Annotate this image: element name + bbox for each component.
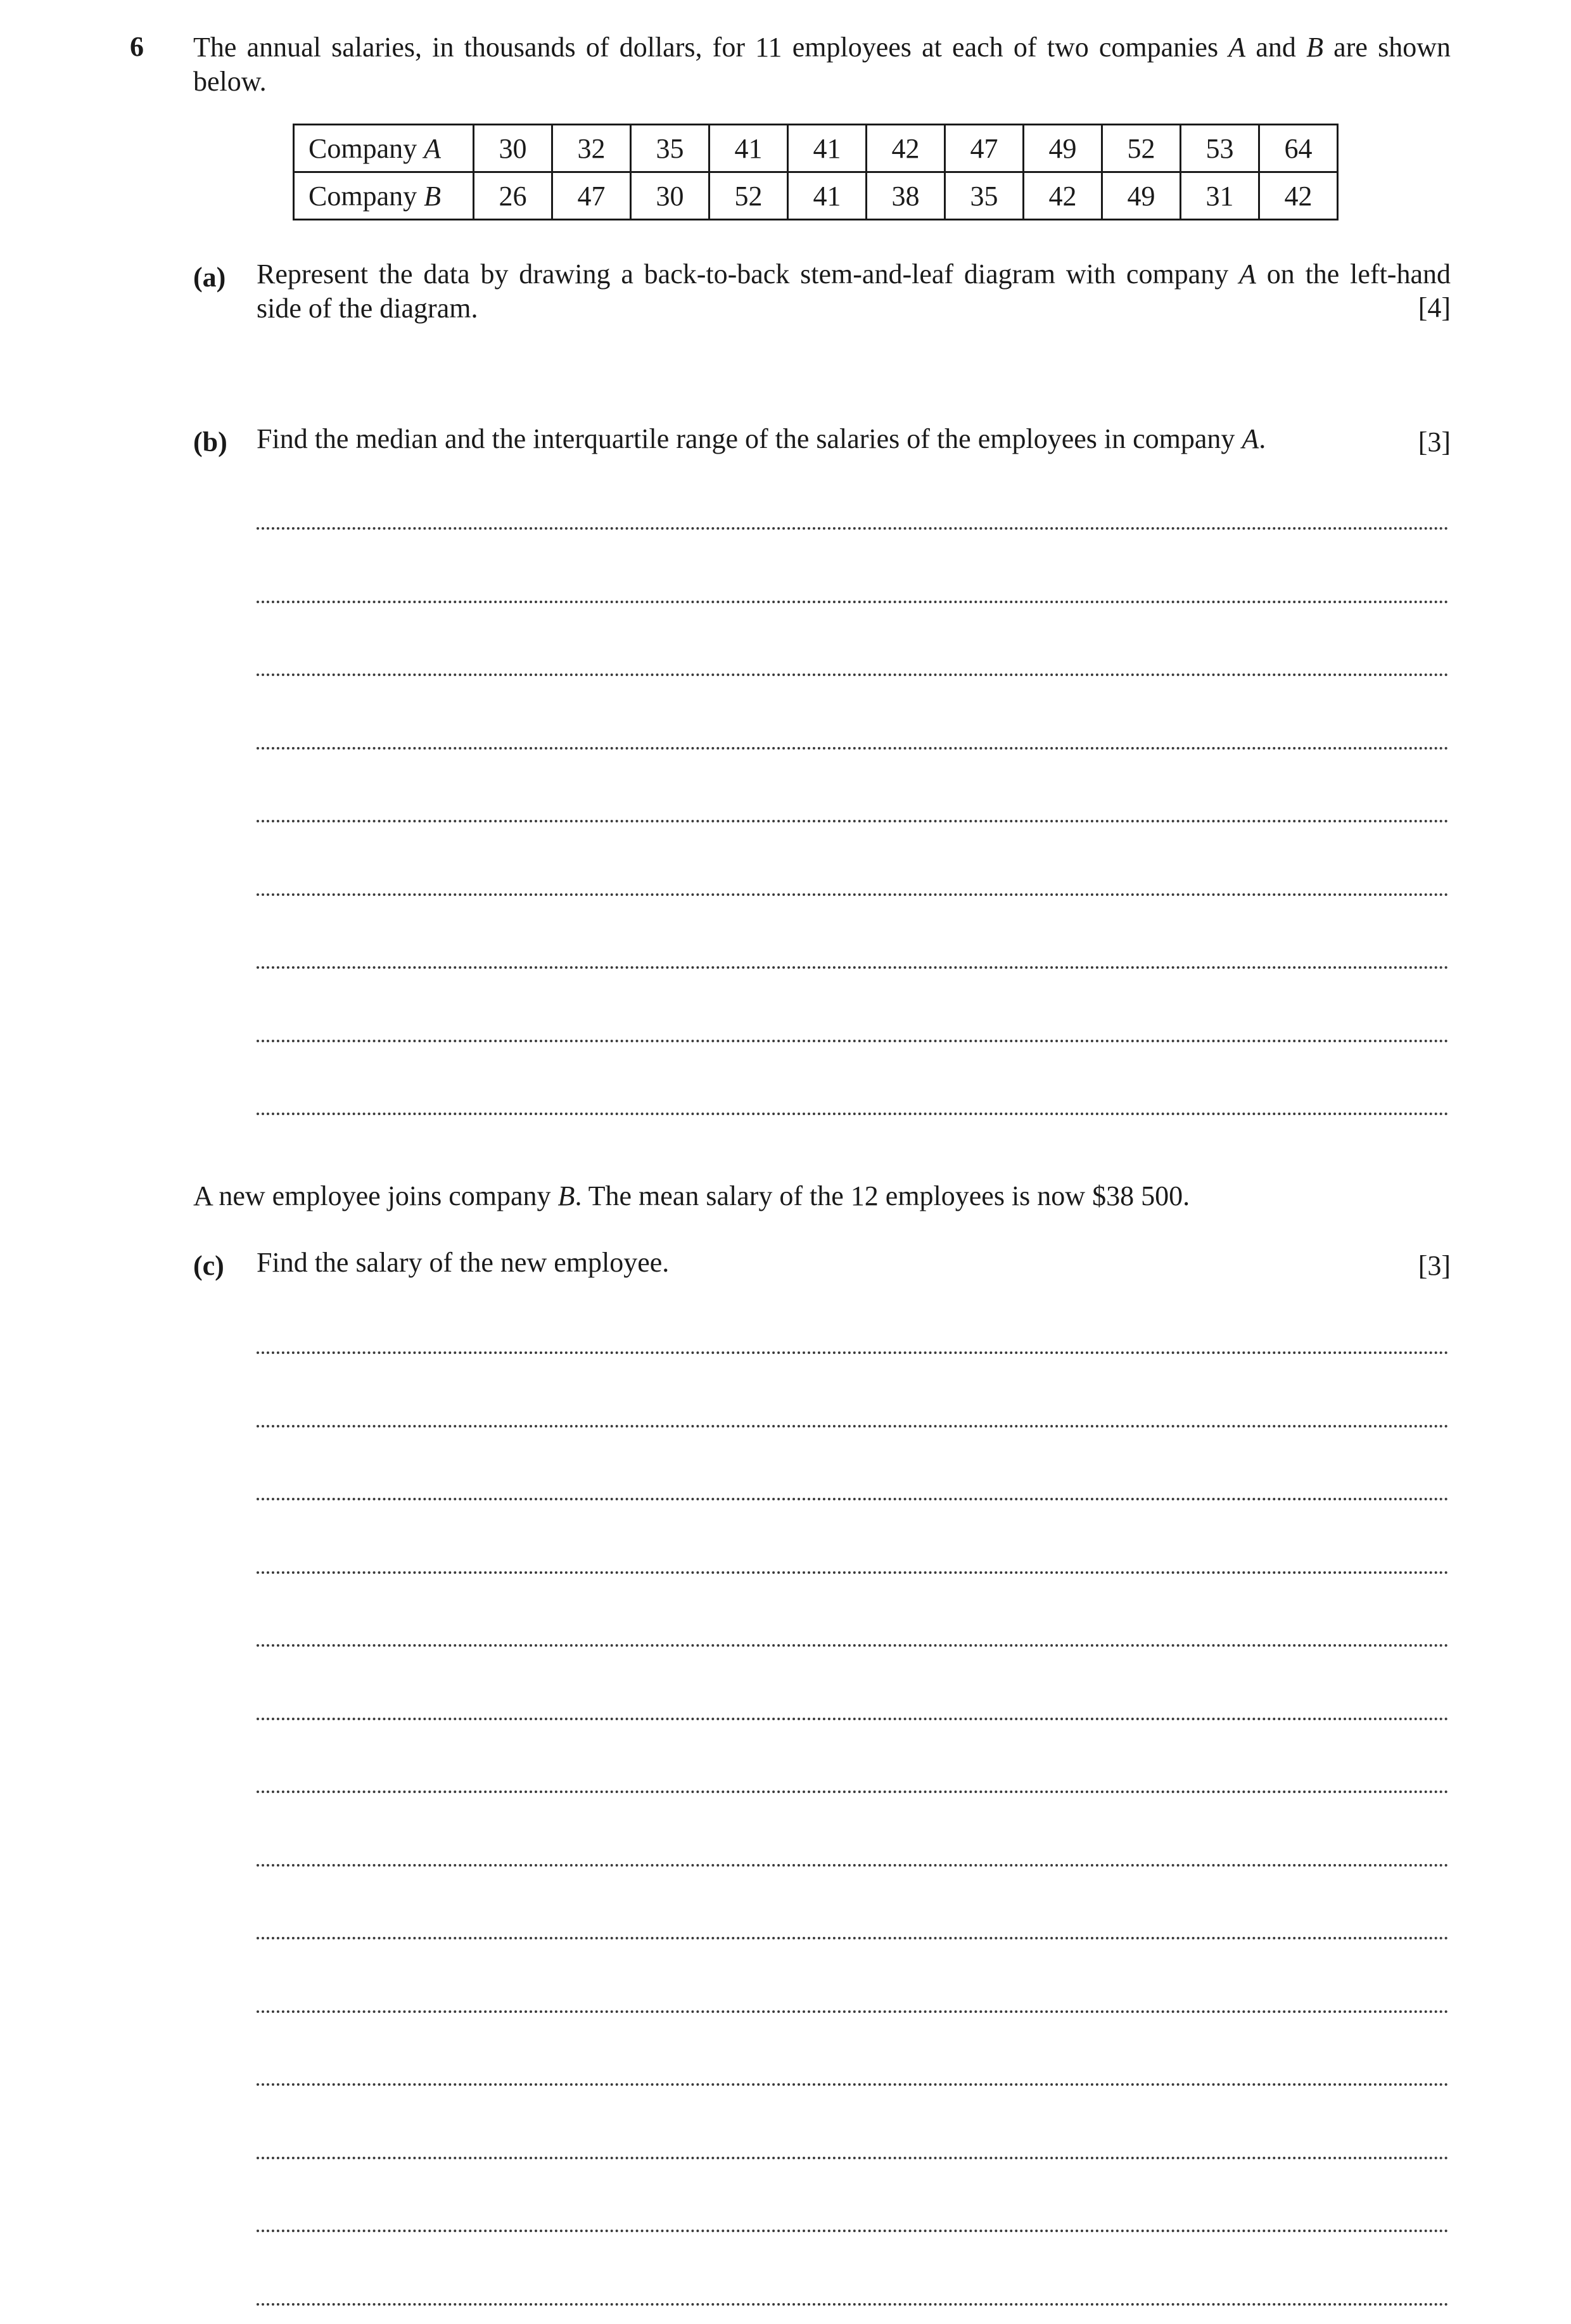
answer-line[interactable] — [257, 1864, 1449, 1867]
table-cell: 38 — [867, 172, 945, 220]
answer-line[interactable] — [257, 674, 1449, 676]
answer-line[interactable] — [257, 1113, 1449, 1115]
answer-line[interactable] — [257, 2230, 1449, 2232]
table-cell: 35 — [945, 172, 1024, 220]
answer-line[interactable] — [257, 2303, 1449, 2306]
table-row — [294, 125, 1338, 172]
table-cell: 35 — [631, 125, 709, 172]
table-cell: 49 — [1102, 172, 1181, 220]
table-cell: 64 — [1259, 125, 1338, 172]
row-label — [294, 125, 474, 172]
intro-and: and — [1245, 32, 1307, 63]
row-label-variable: B — [424, 180, 441, 212]
answer-line[interactable] — [257, 966, 1449, 969]
stem-text-start: A new employee joins company — [193, 1180, 558, 1211]
variable-a: A — [1228, 32, 1246, 63]
table-cell: 47 — [552, 172, 631, 220]
answer-line[interactable] — [257, 2010, 1449, 2013]
row-label-text: Company — [308, 132, 417, 164]
part-a-text — [257, 257, 1451, 326]
question-number: 6 — [130, 31, 144, 62]
row-label-text: Company — [308, 180, 417, 212]
intro-text: The annual salaries, in thousands of dollars, for 11 employees at each of two companies — [193, 32, 1229, 63]
answer-line[interactable] — [257, 1571, 1449, 1574]
part-a-variable: A — [1239, 259, 1256, 290]
part-a-marks: [4] — [1418, 292, 1451, 323]
table-cell: 47 — [945, 125, 1024, 172]
table-cell: 42 — [1024, 172, 1102, 220]
table-cell: 52 — [1102, 125, 1181, 172]
table-cell: 49 — [1024, 125, 1102, 172]
salary-table — [293, 124, 1339, 220]
variable-b: B — [1306, 32, 1323, 63]
part-b-marks: [3] — [1418, 426, 1451, 457]
question-intro — [193, 30, 1451, 99]
answer-line[interactable] — [257, 2083, 1449, 2086]
part-b-text-end: . — [1259, 423, 1266, 454]
table-cell: 41 — [788, 125, 867, 172]
table-cell: 41 — [709, 125, 788, 172]
part-c-label: (c) — [193, 1250, 224, 1281]
table-cell: 53 — [1181, 125, 1259, 172]
table-cell: 30 — [474, 125, 552, 172]
table-cell: 42 — [867, 125, 945, 172]
table-cell: 52 — [709, 172, 788, 220]
answer-line[interactable] — [257, 820, 1449, 822]
part-b-variable: A — [1242, 423, 1259, 454]
part-c-marks: [3] — [1418, 1250, 1451, 1281]
row-label — [294, 172, 474, 220]
part-a-text-end: on the left-hand side of the diagram. — [257, 259, 1451, 324]
row-label-variable: A — [424, 132, 441, 164]
answer-line[interactable] — [257, 1425, 1449, 1427]
part-b-text-start: Find the median and the interquartile range of the salaries of the employees in company — [257, 423, 1242, 454]
answer-line[interactable] — [257, 1644, 1449, 1647]
stem-text-end: . The mean salary of the 12 employees is now $38 500. — [575, 1180, 1190, 1211]
table-cell: 31 — [1181, 172, 1259, 220]
answer-line[interactable] — [257, 1718, 1449, 1720]
part-a-label: (a) — [193, 262, 226, 293]
stem-variable: B — [557, 1180, 575, 1211]
follow-up-stem — [193, 1180, 1190, 1212]
table-cell: 41 — [788, 172, 867, 220]
part-b-label: (b) — [193, 426, 227, 457]
answer-line[interactable] — [257, 1937, 1449, 1939]
part-c-text: Find the salary of the new employee. — [257, 1247, 670, 1278]
answer-line[interactable] — [257, 1498, 1449, 1500]
answer-line[interactable] — [257, 2157, 1449, 2159]
table-row — [294, 172, 1338, 220]
answer-line[interactable] — [257, 1351, 1449, 1354]
answer-line[interactable] — [257, 747, 1449, 750]
table-cell: 42 — [1259, 172, 1338, 220]
answer-line[interactable] — [257, 893, 1449, 896]
answer-line[interactable] — [257, 1791, 1449, 1793]
table-cell: 32 — [552, 125, 631, 172]
part-a-text-start: Represent the data by drawing a back-to-back stem-and-leaf diagram with company — [257, 259, 1240, 290]
table-cell: 26 — [474, 172, 552, 220]
table-cell: 30 — [631, 172, 709, 220]
part-b-text — [257, 422, 1266, 456]
answer-line[interactable] — [257, 601, 1449, 603]
intro-end: are shown below. — [193, 32, 1451, 97]
answer-line[interactable] — [257, 1040, 1449, 1042]
answer-line[interactable] — [257, 527, 1449, 530]
